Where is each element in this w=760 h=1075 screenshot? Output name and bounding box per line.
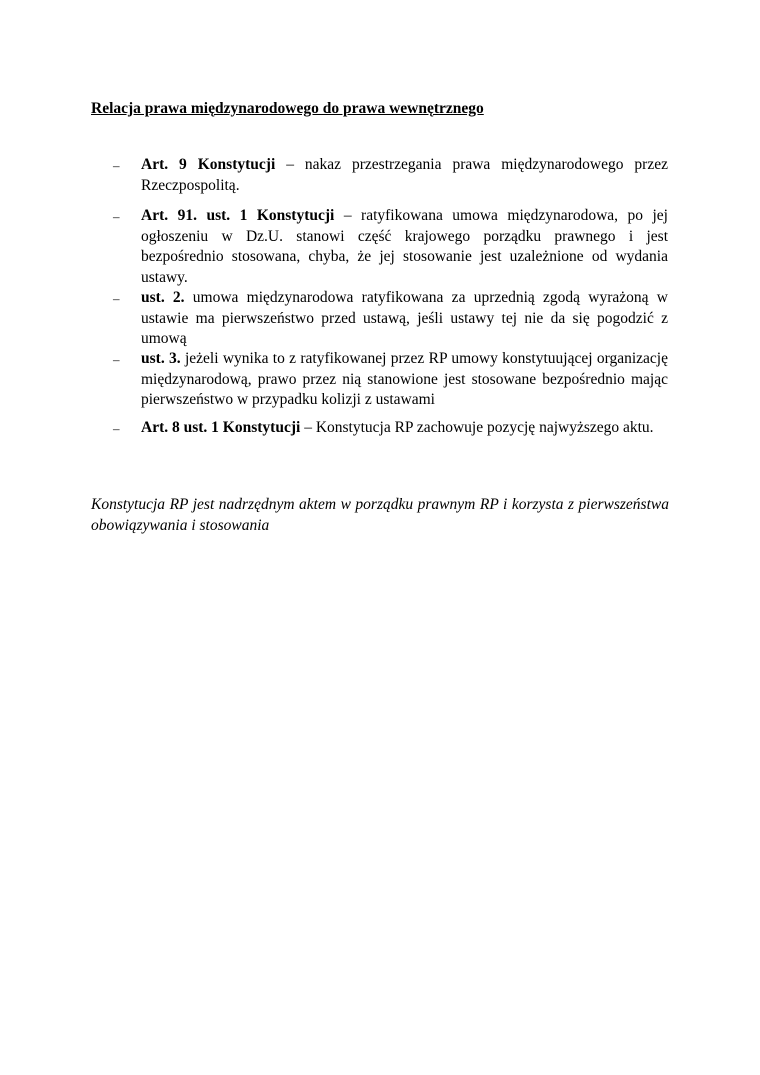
list-item-reference: Art. 9 Konstytucji bbox=[141, 156, 276, 173]
list-item-text: – Konstytucja RP zachowuje pozycję najwyższego aktu. bbox=[300, 419, 654, 436]
list-item-reference: ust. 3. bbox=[141, 350, 181, 367]
list-item-ust-3 bbox=[141, 349, 668, 411]
list-bullet: – bbox=[113, 158, 120, 173]
list-item-text: umowa międzynarodowa ratyfikowana za uprzednią zgodą wyrażoną w ustawie ma pierwszeństwo przed ustawą, jeśli ustawy tej nie da się pogodzić z umową bbox=[141, 289, 668, 347]
list-item-reference: Art. 8 ust. 1 Konstytucji bbox=[141, 419, 301, 436]
list-item-reference: ust. 2. bbox=[141, 289, 185, 306]
document-heading: Relacja prawa międzynarodowego do prawa wewnętrznego bbox=[91, 100, 484, 117]
list-item-ust-2 bbox=[141, 288, 668, 350]
list-bullet: – bbox=[113, 421, 120, 436]
list-item-text: – ratyfikowana umowa międzynarodowa, po jej ogłoszeniu w Dz.U. stanowi część krajowego porządku prawnego i jest bezpośrednio stosowana, chyba, że jej stosowanie jest uzależnione od wydania ustawy. bbox=[141, 207, 668, 286]
list-bullet: – bbox=[113, 209, 120, 224]
list-item-art-91-ust-1 bbox=[141, 206, 668, 288]
list-item-text: – nakaz przestrzegania prawa międzynarodowego przez Rzeczpospolitą. bbox=[141, 156, 668, 194]
list-item-art-9 bbox=[141, 155, 668, 196]
list-item-reference: Art. 91. ust. 1 Konstytucji bbox=[141, 207, 335, 224]
list-bullet: – bbox=[113, 352, 120, 367]
list-bullet: – bbox=[113, 291, 120, 306]
list-item-text: jeżeli wynika to z ratyfikowanej przez RP umowy konstytuującej organizację międzynarodową, prawo przez nią stanowione jest stosowane bezpośrednio mając pierwszeństwo w przypadku kolizji z ustawami bbox=[141, 350, 668, 408]
list-item-art-8-ust-1 bbox=[141, 418, 668, 439]
conclusion-paragraph: Konstytucja RP jest nadrzędnym aktem w porządku prawnym RP i korzysta z pierwszeństwa obowiązywania i stosowania bbox=[91, 496, 669, 534]
